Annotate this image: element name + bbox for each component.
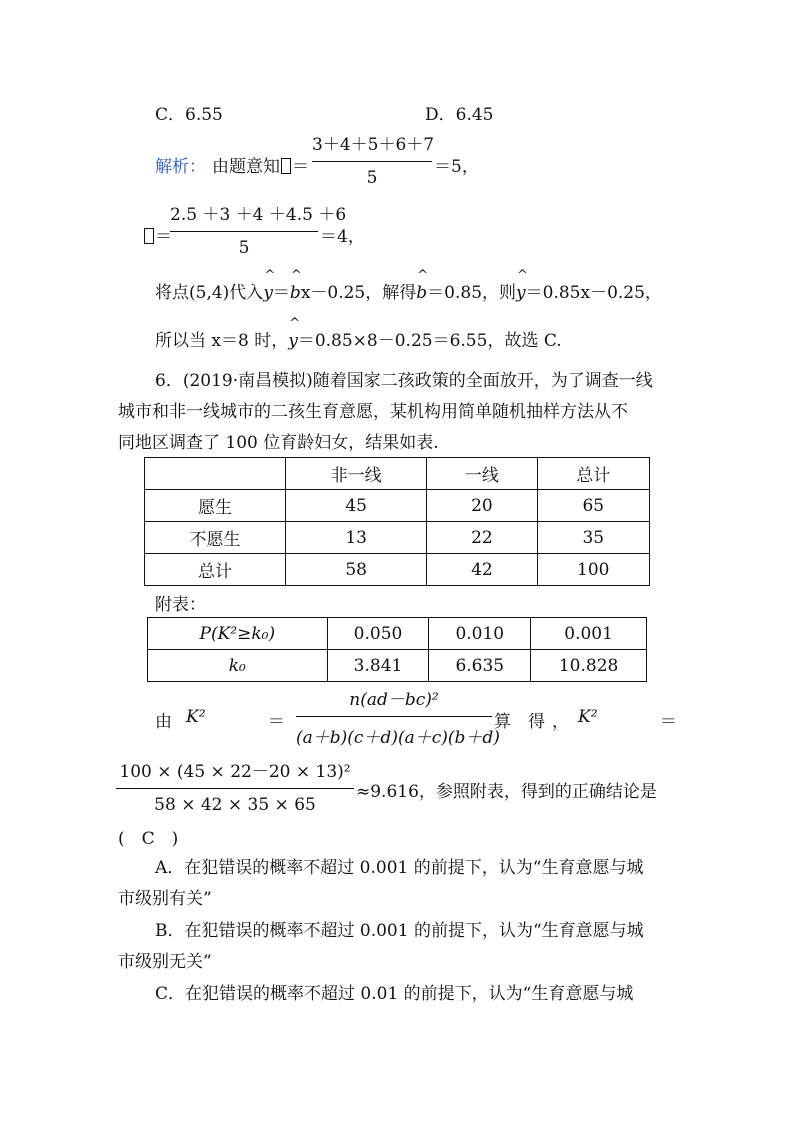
solution-intro: 由题意知 ＝ [212,157,309,177]
x-bar-numerator: 3＋4＋5＋6＋7 [312,135,435,155]
table-cell: 0.050 [327,618,429,650]
x-bar-fraction [312,130,435,188]
text-segment: 将点(5,4)代入 [155,283,264,303]
option-a-line-1: A．在犯错误的概率不超过 0.001 的前提下，认为“生育意愿与城 [155,858,644,878]
table-cell: 20 [427,490,537,522]
question-6-line-3: 同地区调查了 100 位育龄妇女，结果如表. [118,433,439,453]
x-bar-placeholder-icon [281,158,291,174]
question-6-line-2: 城市和非一线城市的二孩生育意愿，某机构用简单随机抽样方法从不 [118,402,628,422]
y-bar-denominator: 5 [238,238,250,258]
option-c-line-1: C．在犯错误的概率不超过 0.01 的前提下，认为“生育意愿与城 [155,984,634,1004]
k2-intro: 由 [155,712,172,732]
text-segment: 所以当 x＝8 时， [155,331,289,351]
fraction-bar [170,231,318,232]
table-cell: 不愿生 [145,522,286,554]
text-segment: ＝0.85×8－0.25＝6.55，故选 C. [297,331,562,351]
k2-suan-de: 算 得 [494,712,545,732]
solution-intro-text: 由题意知 [212,157,280,177]
table-cell: 0.010 [429,618,531,650]
table-header-cell: 总计 [537,458,649,490]
table-header-row [145,458,650,490]
y-bar-result: ＝4， [320,227,365,247]
fraction-bar [116,788,354,789]
table-cell: 35 [537,522,649,554]
answer-bracket: ( C ) [118,829,179,849]
k2-equals: ＝ [268,712,285,732]
table-cell [148,650,328,682]
option-b-line-2: 市级别无关” [118,952,212,972]
final-computation-line [155,326,562,351]
table-row [148,650,647,682]
b-hat: ^ b [290,283,301,303]
text-segment: ＝0.85x－0.25， [525,283,662,303]
table-cell [148,618,328,650]
table-cell: 42 [427,554,537,586]
k2-calculation-fraction [116,757,354,815]
text-segment: ＝0.85，则 [427,283,517,303]
text-segment: x－0.25，解得 [300,283,417,303]
table-header-cell [145,458,286,490]
table-cell: 10.828 [531,650,647,682]
k2-denominator: (a＋b)(c＋d)(a＋c)(b＋d) [296,728,500,748]
option-c-previous: C．6.55 [155,105,223,125]
table-header-cell: 一线 [427,458,537,490]
k0-label: k₀ [228,655,246,676]
y-bar-lhs: ＝ [143,222,172,247]
table-cell: 22 [427,522,537,554]
table-header-cell: 非一线 [286,458,427,490]
y-hat: ^ y [288,331,298,351]
y-bar-placeholder-icon [144,228,154,244]
x-bar-result: ＝5， [434,157,479,177]
fraction-bar [296,716,492,717]
table-row [145,522,650,554]
k2-symbol: K² [186,707,206,727]
survey-table [144,457,650,586]
calc-denominator: 58 × 42 × 35 × 65 [154,795,316,815]
table-row [145,554,650,586]
table-cell: 58 [286,554,427,586]
table-cell: 0.001 [531,618,647,650]
table-cell: 45 [286,490,427,522]
k2-equals-2: ＝ [660,712,677,732]
appendix-label: 附表： [155,595,206,615]
calc-result: ≈9.616，参照附表，得到的正确结论是 [356,782,657,802]
k2-numerator: n(ad－bc)² [349,690,439,710]
option-d-previous: D．6.45 [425,105,494,125]
critical-value-table [147,617,647,682]
b-hat: ^ b [416,283,427,303]
table-row [148,618,647,650]
k2-comma: ， [552,712,569,732]
table-cell: 3.841 [327,650,429,682]
y-bar-fraction [170,200,347,258]
y-hat: ^ y [516,283,526,303]
table-cell: 6.635 [429,650,531,682]
text-segment: ＝ [272,283,290,303]
x-bar-denominator: 5 [366,168,378,188]
table-row [145,490,650,522]
table-cell: 总计 [145,554,286,586]
solution-label: 解析： [155,157,206,177]
y-bar-numerator: 2.5 ＋3 ＋4 ＋4.5 ＋6 [170,205,347,225]
question-6-line-1: 6．(2019·南昌模拟)随着国家二孩政策的全面放开，为了调查一线 [155,371,653,391]
k2-formula-fraction [296,685,500,748]
table-cell: 100 [537,554,649,586]
probability-label: P(K²≥k₀) [199,623,276,644]
k2-symbol-2: K² [578,707,598,727]
table-cell: 愿生 [145,490,286,522]
table-cell: 65 [537,490,649,522]
option-a-line-2: 市级别有关” [118,889,212,909]
y-hat: ^ y [263,283,273,303]
option-b-line-1: B．在犯错误的概率不超过 0.001 的前提下，认为“生育意愿与城 [155,921,644,941]
fraction-bar [312,161,432,162]
calc-numerator: 100 × (45 × 22－20 × 13)² [119,762,351,782]
table-cell: 13 [286,522,427,554]
regression-substitution-line [155,278,662,303]
